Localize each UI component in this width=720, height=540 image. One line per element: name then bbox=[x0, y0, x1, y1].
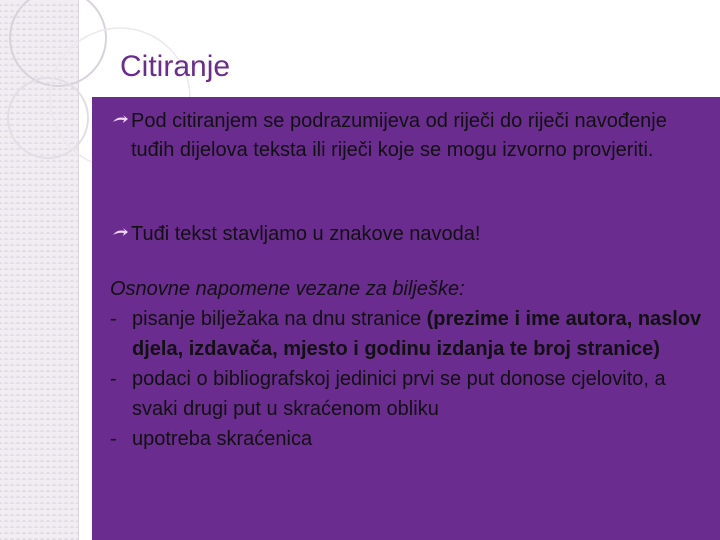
dash-marker: - bbox=[110, 368, 117, 390]
bullet-item bbox=[112, 107, 702, 165]
note-bold-text: (prezime i ime autora, naslov djela, izdavača, mjesto i godinu izdanja te broj stranice) bbox=[132, 308, 702, 360]
list-item bbox=[110, 424, 710, 454]
bullet-text: Tuđi tekst stavljamo u znakove navoda! bbox=[131, 223, 481, 245]
bullet-item bbox=[112, 220, 702, 249]
slide-title: Citiranje bbox=[120, 50, 231, 83]
bullet-arrow-icon bbox=[112, 115, 128, 129]
bullet-arrow-icon bbox=[112, 228, 128, 242]
dash-marker: - bbox=[110, 428, 117, 450]
list-item bbox=[110, 364, 710, 424]
notes-section bbox=[110, 274, 710, 454]
dash-marker: - bbox=[110, 308, 117, 330]
note-text: pisanje bilježaka na dnu stranice bbox=[132, 308, 427, 330]
list-item bbox=[110, 304, 710, 364]
note-text: upotreba skraćenica bbox=[132, 428, 313, 450]
note-text: podaci o bibliografskoj jedinici prvi se put donose cjelovito, a svaki drugi put u skraćenom obliku bbox=[132, 368, 666, 420]
bullet-text: Pod citiranjem se podrazumijeva od riječi do riječi navođenje tuđih dijelova teksta ili riječi koje se mogu izvorno provjeriti. bbox=[131, 110, 667, 161]
notes-heading: Osnovne napomene vezane za bilješke: bbox=[110, 278, 465, 300]
